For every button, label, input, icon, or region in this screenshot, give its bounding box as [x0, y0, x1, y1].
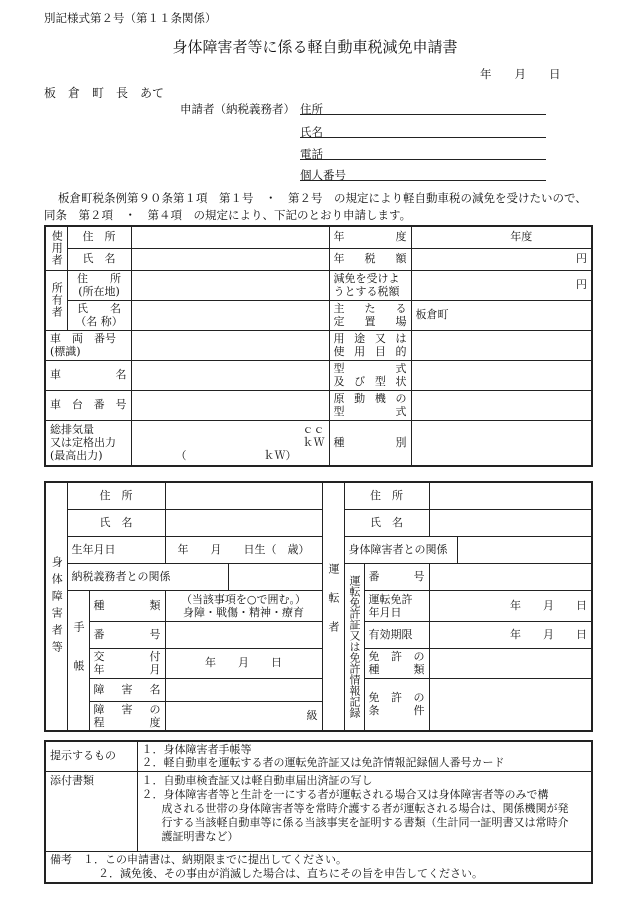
driver-address-label: 住 所	[344, 482, 429, 509]
remarks	[45, 851, 592, 883]
remark-2: ２．減免後、その事由が消滅した場合は、直ちにその旨を申告してください。	[98, 866, 483, 880]
date-line: 年 月 日	[480, 67, 561, 81]
page-title: 身体障害者等に係る軽自動車税減免申請書	[172, 38, 458, 56]
driver-name-field[interactable]	[429, 509, 592, 536]
attach-item-1: １．自動車検査証又は軽自動車届出済証の写し	[141, 773, 373, 787]
owner-address-field[interactable]	[131, 270, 329, 300]
displacement-kw: ｋＷ	[302, 436, 325, 450]
applicant-id-label: 個人番号	[300, 168, 346, 182]
main-location-label: 主 た る 定 置 場	[329, 300, 411, 330]
kind-label: 種 別	[329, 420, 411, 466]
handbook-kind-label: 種 類	[89, 590, 165, 621]
car-name-field[interactable]	[131, 360, 329, 390]
applicant-phone-label: 電話	[300, 147, 323, 161]
model-field[interactable]	[411, 360, 592, 390]
user-label: 使用者	[45, 226, 67, 270]
displacement-cc: ｃｃ	[302, 423, 325, 437]
expiry-field[interactable]	[429, 621, 592, 648]
kind-field[interactable]	[411, 420, 592, 466]
handbook-kind-note: （当該事項を○で囲む。）	[180, 592, 307, 606]
handbook-kind-field[interactable]	[165, 590, 322, 621]
birth-field[interactable]	[165, 536, 322, 563]
applicant-id-field[interactable]	[300, 166, 546, 181]
displacement-label: 総排気量 又は定格出力 (最高出力)	[45, 420, 131, 466]
driver-side-label: 運転者	[322, 482, 344, 731]
applicant-label: 申請者（納税義務者）	[180, 102, 295, 116]
attach-item-2d: 護証明書など）	[161, 829, 239, 843]
usage-label: 用途又は 使用目的	[329, 330, 411, 360]
handbook-number-field[interactable]	[165, 621, 322, 648]
driver-name-label: 氏 名	[344, 509, 429, 536]
owner-name-label: 氏 名 （名 称）	[67, 300, 131, 330]
tax-year-field[interactable]	[411, 226, 592, 248]
applicant-address-field[interactable]	[300, 100, 546, 115]
remarks-label: 備考	[50, 852, 72, 866]
disabled-driver-table	[44, 481, 593, 732]
addressee: 板 倉 町 長 あて	[44, 86, 165, 100]
annual-tax-label: 年 税 額	[329, 248, 411, 270]
license-date-value: 年 月 日	[510, 598, 587, 612]
disability-grade: 級	[306, 708, 318, 722]
license-conditions-field[interactable]	[429, 678, 592, 731]
taxpayer-relation-label: 納税義務者との関係	[67, 563, 228, 590]
chassis-label: 車台番号	[45, 390, 131, 420]
issue-date-value: 年 月 日	[205, 656, 282, 669]
disabled-name-label: 氏 名	[67, 509, 165, 536]
exempt-tax-label: 減免を受けよ うとする税額	[329, 270, 411, 300]
driver-address-field[interactable]	[429, 482, 592, 509]
issue-date-label: 交 付 年 月	[89, 648, 165, 678]
usage-field[interactable]	[411, 330, 592, 360]
handbook-label: 手帳	[67, 590, 89, 731]
applicant-phone-field[interactable]	[300, 145, 546, 160]
main-location-field[interactable]	[411, 300, 592, 330]
present-item-2: ２．軽自動車を運転する者の運転免許証又は免許情報記録個人番号カード	[141, 756, 505, 770]
attach-item-2a: ２．身体障害者等と生計を一にする者が運転される場合又は身体障害者等のみで構	[141, 787, 549, 801]
plate-field[interactable]	[131, 330, 329, 360]
attach-list	[137, 771, 592, 851]
exempt-tax-field[interactable]	[411, 270, 592, 300]
disabled-address-label: 住 所	[67, 482, 165, 509]
license-label: 運転免許証又は免許情報記録	[344, 563, 364, 731]
present-list	[137, 741, 592, 771]
attach-label: 添付書類	[45, 771, 137, 851]
applicant-name-label: 氏名	[300, 125, 323, 139]
disabled-side-label: 身体障害者等	[45, 482, 67, 731]
license-conditions-label: 免 許 の 条 件	[364, 678, 429, 731]
chassis-field[interactable]	[131, 390, 329, 420]
expiry-value: 年 月 日	[510, 627, 587, 641]
license-date-label: 運転免許 年月日	[364, 590, 429, 621]
disabled-name-field[interactable]	[165, 509, 322, 536]
model-label: 型 式 及び型状	[329, 360, 411, 390]
intro-line-1: 板倉町税条例第９０条第１項 第１号 ・ 第２号 の規定により軽自動車税の減免を受けたいので、	[58, 191, 587, 205]
engine-field[interactable]	[411, 390, 592, 420]
applicant-name-field[interactable]	[300, 123, 546, 138]
expiry-label: 有効期限	[364, 621, 429, 648]
license-kind-field[interactable]	[429, 648, 592, 678]
birth-value: 年 月 日生（ 歳）	[177, 542, 310, 556]
car-name-label: 車 名	[45, 360, 131, 390]
birth-label: 生年月日	[67, 536, 165, 563]
issue-date-field[interactable]	[165, 648, 322, 678]
displacement-max-kw: （ ｋＷ）	[175, 449, 297, 463]
taxpayer-relation-field[interactable]	[228, 563, 322, 590]
license-number-label: 番 号	[364, 563, 429, 590]
handbook-kind-options: 身障・戦傷・精神・療育	[183, 605, 304, 619]
engine-label: 原動機の 型 式	[329, 390, 411, 420]
form-reference: 別記様式第２号（第１１条関係）	[44, 11, 217, 25]
plate-label: 車 両 番号 (標識)	[45, 330, 131, 360]
driver-relation-label: 身体障害者との関係	[344, 536, 457, 563]
disability-name-label: 障害名	[89, 678, 165, 701]
remark-1: １．この申請書は、納期限までに提出してください。	[83, 852, 347, 866]
main-location-town: 板倉町	[415, 308, 449, 321]
present-label: 提示するもの	[45, 741, 137, 771]
disability-name-field[interactable]	[165, 678, 322, 701]
tax-year-label: 年 度	[329, 226, 411, 248]
license-kind-label: 免 許 の 種 類	[364, 648, 429, 678]
vehicle-table	[44, 225, 593, 467]
displacement-field[interactable]	[131, 420, 329, 466]
user-address-field[interactable]	[131, 226, 329, 248]
applicant-address-label: 住所	[300, 102, 323, 116]
footer-table	[44, 740, 593, 884]
exempt-tax-yen: 円	[576, 278, 587, 291]
owner-address-label: 住 所 (所在地)	[67, 270, 131, 300]
user-name-label: 氏 名	[67, 248, 131, 270]
owner-label: 所有者	[45, 270, 67, 330]
driver-relation-field[interactable]	[457, 536, 592, 563]
intro-line-2: 同条 第２項 ・ 第４項 の規定により、下記のとおり申請します。	[44, 208, 412, 222]
annual-tax-field[interactable]	[411, 248, 592, 270]
disability-degree-field[interactable]	[165, 701, 322, 731]
attach-item-2c: 行する当該軽自動車等に係る当該事実を証明する書類（生計同一証明書又は常時介	[161, 815, 569, 829]
annual-tax-yen: 円	[576, 252, 587, 265]
disabled-address-field[interactable]	[165, 482, 322, 509]
present-item-1: １．身体障害者手帳等	[141, 743, 252, 757]
tax-year-suffix: 年度	[510, 230, 533, 244]
user-name-field[interactable]	[131, 248, 329, 270]
disability-degree-label: 障 害 の 程 度	[89, 701, 165, 731]
license-date-field[interactable]	[429, 590, 592, 621]
handbook-number-label: 番 号	[89, 621, 165, 648]
license-number-field[interactable]	[429, 563, 592, 590]
attach-item-2b: 成される世帯の身体障害者等を常時介護する者が運転される場合は、関係機関が発	[161, 801, 569, 815]
owner-name-field[interactable]	[131, 300, 329, 330]
user-address-label: 住 所	[67, 226, 131, 248]
